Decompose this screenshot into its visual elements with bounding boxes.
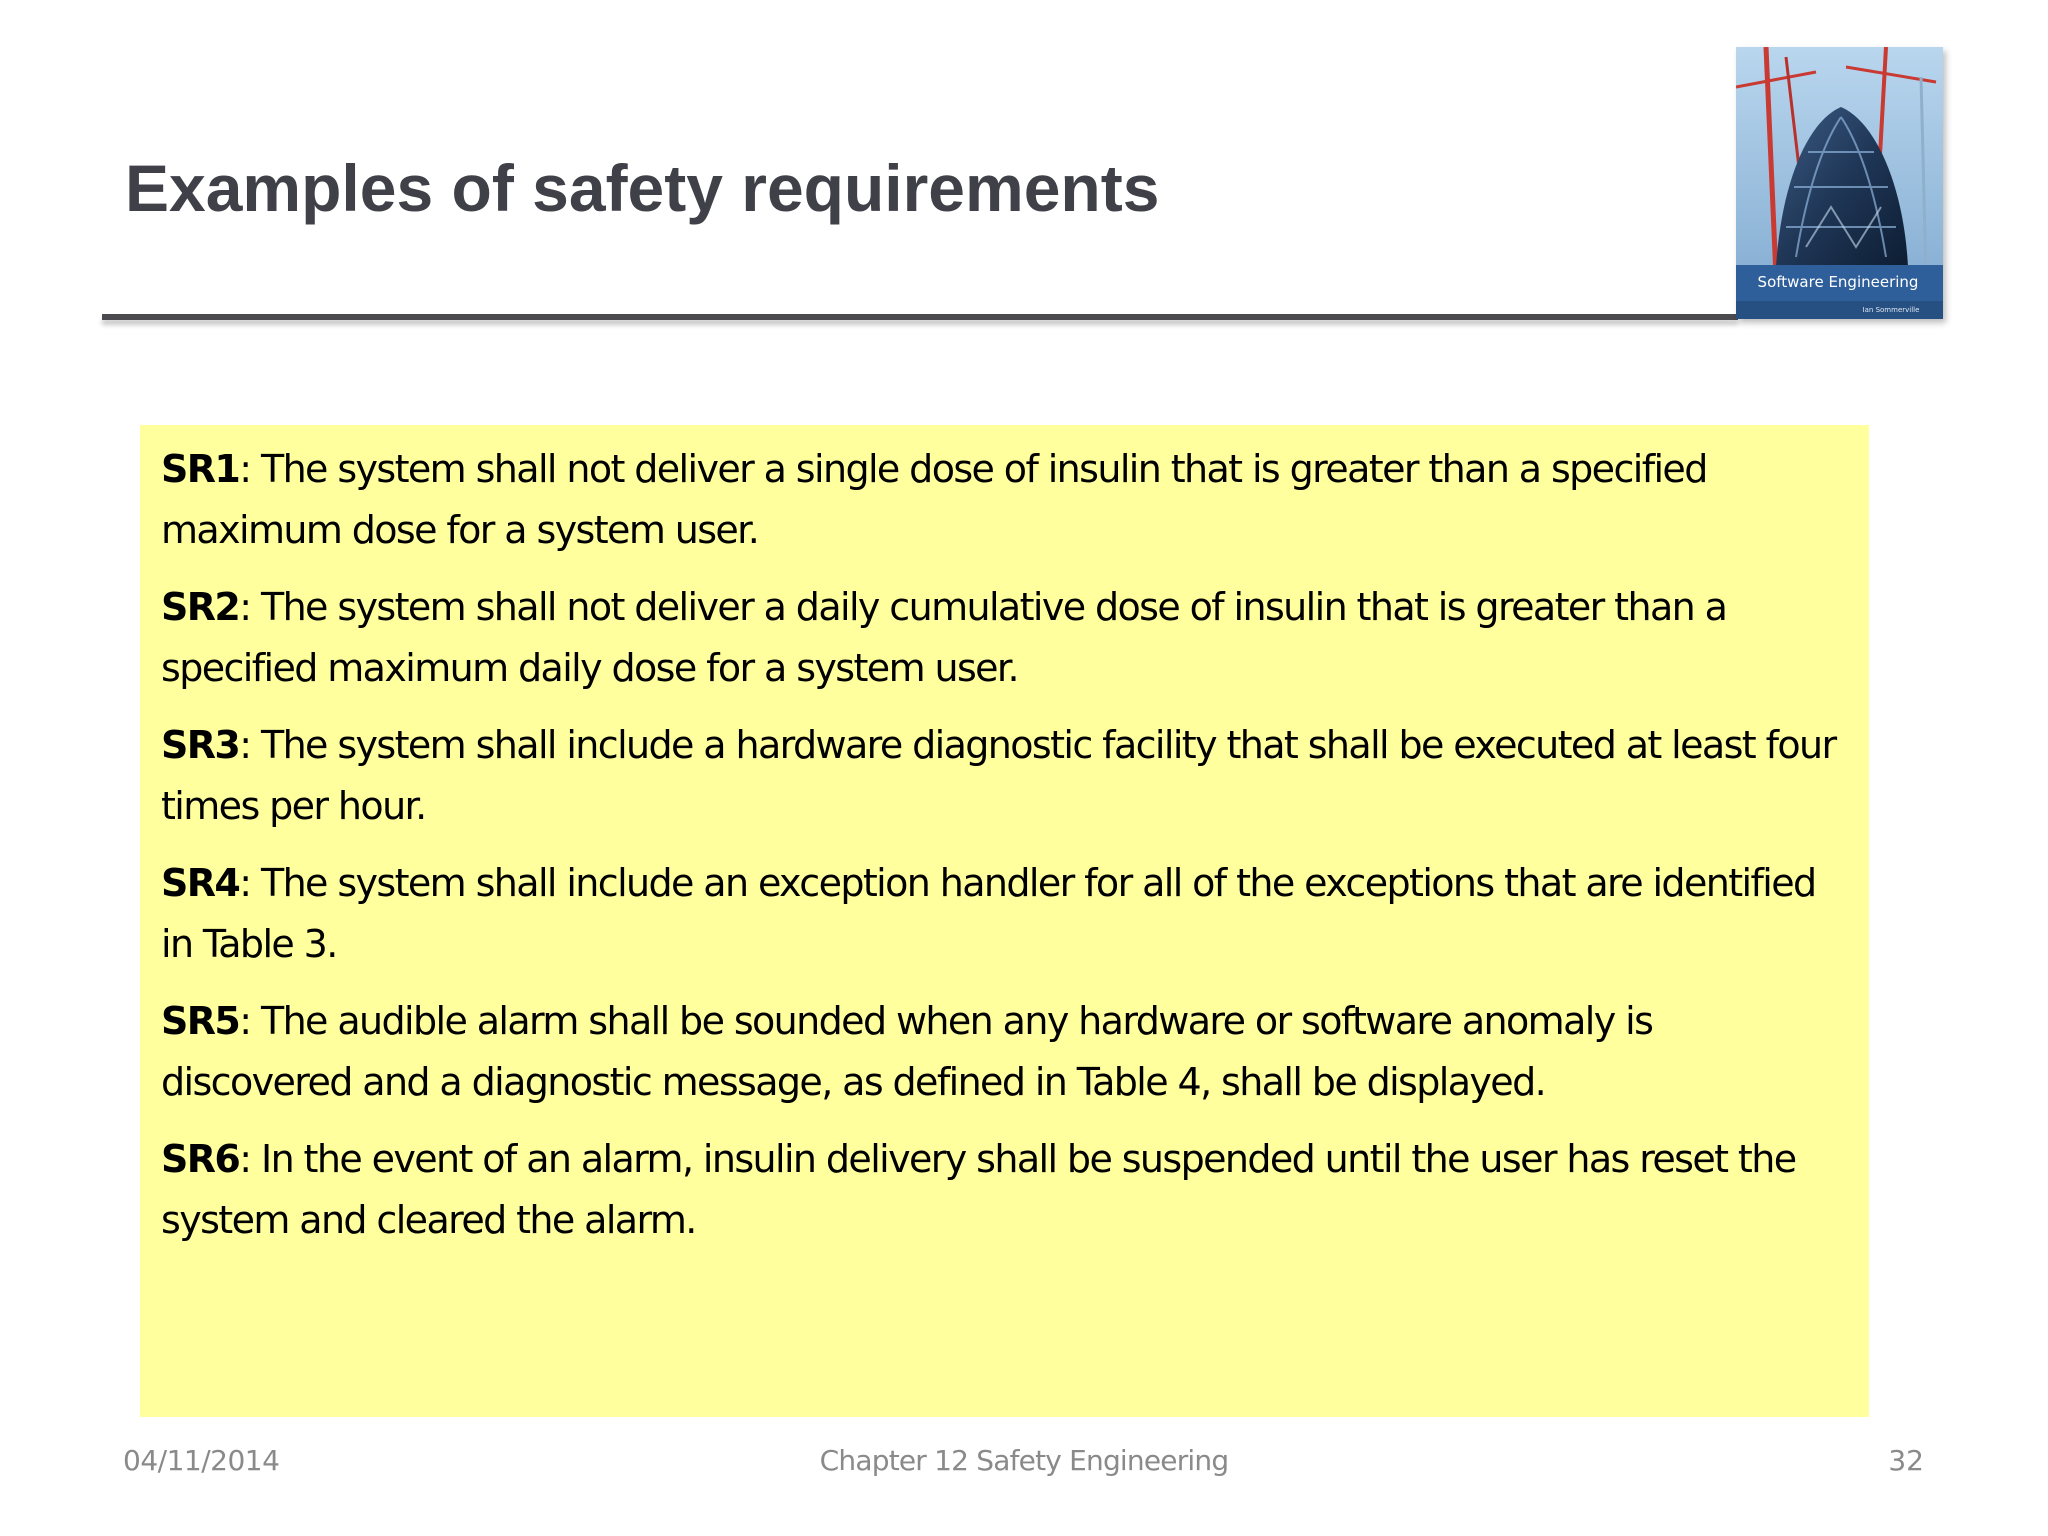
requirement-id: SR5 bbox=[161, 999, 240, 1043]
footer-date: 04/11/2014 bbox=[123, 1444, 280, 1477]
requirement-item bbox=[161, 991, 1849, 1113]
title-divider bbox=[102, 314, 1738, 320]
requirement-text: : The audible alarm shall be sounded when any hardware or software anomaly is discovered and a diagnostic message, as defined in Table 4, shall be displayed. bbox=[161, 999, 1653, 1104]
requirement-item bbox=[161, 1129, 1849, 1251]
requirement-item bbox=[161, 853, 1849, 975]
requirement-id: SR3 bbox=[161, 723, 240, 767]
footer-chapter-title: Chapter 12 Safety Engineering bbox=[819, 1444, 1229, 1477]
requirement-id: SR4 bbox=[161, 861, 240, 905]
requirement-id: SR6 bbox=[161, 1137, 240, 1181]
requirement-text: : The system shall not deliver a single dose of insulin that is greater than a specified maximum dose for a system user. bbox=[161, 447, 1707, 552]
requirement-item bbox=[161, 439, 1849, 561]
footer-page-number: 32 bbox=[1888, 1444, 1924, 1477]
book-cover-author: Ian Sommerville bbox=[1862, 306, 1920, 314]
requirements-box bbox=[140, 425, 1869, 1417]
requirement-text: : The system shall include an exception handler for all of the exceptions that are identified in Table 3. bbox=[161, 861, 1816, 966]
requirement-item bbox=[161, 577, 1849, 699]
requirement-text: : The system shall not deliver a daily cumulative dose of insulin that is greater than a specified maximum daily dose for a system user. bbox=[161, 585, 1727, 690]
requirement-id: SR1 bbox=[161, 447, 240, 491]
requirement-item bbox=[161, 715, 1849, 837]
slide-title: Examples of safety requirements bbox=[125, 151, 1160, 225]
requirement-text: : The system shall include a hardware diagnostic facility that shall be executed at least four times per hour. bbox=[161, 723, 1836, 828]
requirement-id: SR2 bbox=[161, 585, 240, 629]
book-cover-image bbox=[1736, 47, 1943, 319]
requirement-text: : In the event of an alarm, insulin delivery shall be suspended until the user has reset the system and cleared the alarm. bbox=[161, 1137, 1796, 1242]
book-cover-title: Software Engineering bbox=[1757, 273, 1919, 291]
